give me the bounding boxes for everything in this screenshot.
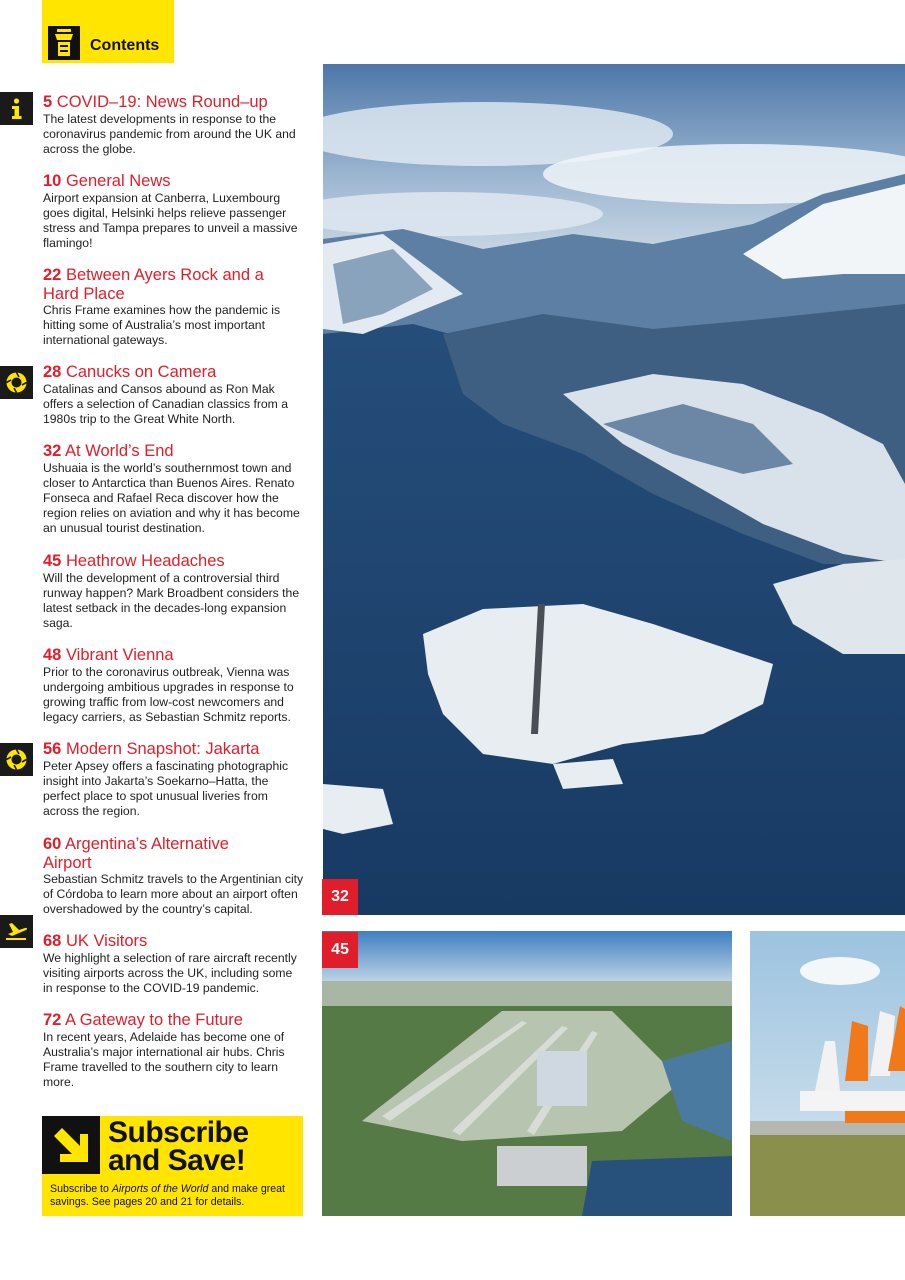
control-tower-icon [48,26,80,60]
entry-description: Airport expansion at Canberra, Luxembourg goes digital, Helsinki helps relieve passenger stress and Tampa prepares to unveil a massive flamingo! [43,190,298,251]
ushuaia-aerial-photo [323,64,905,915]
entry-title: 56 Modern Snapshot: Jakarta [43,740,260,758]
entry-title: 45 Heathrow Headaches [43,552,225,570]
toc-entry[interactable] [43,646,305,725]
entry-description: The latest developments in response to the coronavirus pandemic from around the UK and across the globe. [43,111,296,156]
entry-description: Catalinas and Cansos abound as Ron Mak offers a selection of Canadian classics from a 1980s trip to the Great White North. [43,381,288,426]
toc-entry[interactable] [43,442,305,537]
subscribe-text: Subscribe to Airports of the World and make great savings. See pages 20 and 21 for details. [50,1183,285,1208]
contents-heading: Contents [90,37,160,54]
entry-description: Prior to the coronavirus outbreak, Vienna was undergoing ambitious upgrades in response to growing traffic from low-cost newcomers and legacy carriers, as Sebastian Schmitz reports. [43,664,294,725]
entry-title: 10 General News [43,172,171,190]
entry-title: 72 A Gateway to the Future [43,1011,243,1029]
toc-entry[interactable] [43,363,305,427]
entry-description: Peter Apsey offers a fascinating photographic insight into Jakarta’s Soekarno–Hatta, the perfect place to spot unusual liveries from across the region. [43,758,289,819]
entry-title: 32 At World’s End [43,442,174,460]
entry-description: We highlight a selection of rare aircraft recently visiting airports across the UK, including some in response to the COVID-19 pandemic. [43,950,297,995]
entry-title: 28 Canucks on Camera [43,363,217,381]
toc-entry[interactable] [43,172,305,251]
toc-entry[interactable] [43,835,305,918]
entry-title: 60 Argentina’s Alternative Airport [43,835,229,872]
page-badge-45: 45 [322,932,358,968]
entry-description: Ushuaia is the world’s southernmost town and closer to Antarctica than Buenos Aires. Renato Fonseca and Rafael Reca discover how the region relies on aviation and why it has become an unusual tourist destination. [43,460,300,536]
toc-entry[interactable] [43,1011,293,1090]
entry-title: 5 COVID–19: News Round–up [43,93,268,111]
toc-entry[interactable] [43,93,305,157]
toc-entry[interactable] [43,552,305,631]
subscribe-promo[interactable] [42,1116,303,1216]
toc-entry[interactable] [43,932,305,996]
camera-lens-icon [0,743,33,776]
subscribe-title: Subscribe and Save! [108,1116,249,1177]
entry-description: Will the development of a controversial third runway happen? Mark Broadbent considers the latest setback in the decades-long expansion saga. [43,570,300,631]
entry-description: Sebastian Schmitz travels to the Argentinian city of Córdoba to learn more about an airport often overshadowed by the country’s capital. [43,872,304,917]
entry-title: 68 UK Visitors [43,932,148,950]
info-icon [0,92,33,125]
entry-description: Chris Frame examines how the pandemic is hitting some of Australia’s most important international gateways. [43,303,281,348]
entry-title: 22 Between Ayers Rock and a Hard Place [43,266,264,303]
entry-title: 48 Vibrant Vienna [43,646,174,664]
toc-entry[interactable] [43,266,293,349]
jetstar-aircraft-photo [750,931,905,1216]
arrow-down-right-icon [42,1116,100,1174]
page-badge-32: 32 [322,879,358,915]
heathrow-aerial-photo [322,931,732,1216]
entry-description: In recent years, Adelaide has become one of Australia’s major international air hubs. Chris Frame travelled to the southern city to learn more. [43,1029,285,1090]
airplane-icon [0,915,33,948]
contents-header-tab [42,0,174,63]
toc-entry[interactable] [43,740,305,819]
camera-lens-icon [0,366,33,399]
